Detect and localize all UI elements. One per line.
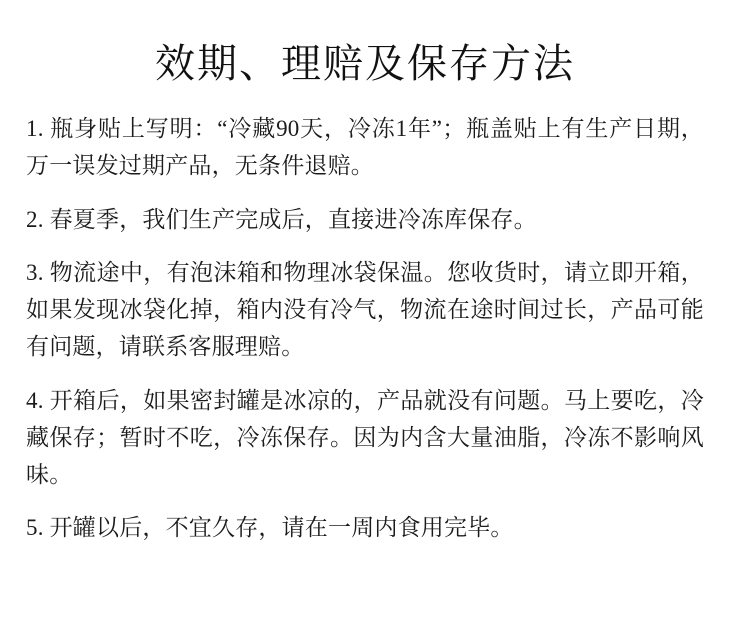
- list-item: [26, 201, 704, 238]
- list-item-number: 2.: [26, 206, 44, 232]
- list-item: [26, 254, 704, 366]
- list-item-text: 开箱后，如果密封罐是冰凉的，产品就没有问题。马上要吃，冷藏保存；暂时不吃，冷冻保存。因为内含大量油脂，冷冻不影响风味。: [26, 387, 704, 487]
- list-item-number: 3.: [26, 259, 44, 285]
- list-item-number: 4.: [26, 387, 44, 413]
- list-item: [26, 509, 704, 546]
- list-item-number: 5.: [26, 515, 44, 541]
- list-item-text: 开罐以后，不宜久存，请在一周内食用完毕。: [49, 515, 514, 541]
- list-item-number: 1.: [26, 116, 44, 141]
- list-item: [26, 382, 704, 494]
- page-title: 效期、理赔及保存方法: [155, 41, 575, 86]
- list-item-text: 物流途中，有泡沫箱和物理冰袋保温。您收货时，请立即开箱，如果发现冰袋化掉，箱内没有冷气，物流在途时间过长，产品可能有问题，请联系客服理赔。: [26, 259, 704, 360]
- list-item-text: 瓶身贴上写明：“冷藏90天，冷冻1年”；瓶盖贴上有生产日期，万一误发过期产品，无条件退赔。: [26, 116, 705, 179]
- list-item-text: 春夏季，我们生产完成后，直接进冷冻库保存。: [49, 206, 537, 232]
- list-item: [26, 110, 704, 185]
